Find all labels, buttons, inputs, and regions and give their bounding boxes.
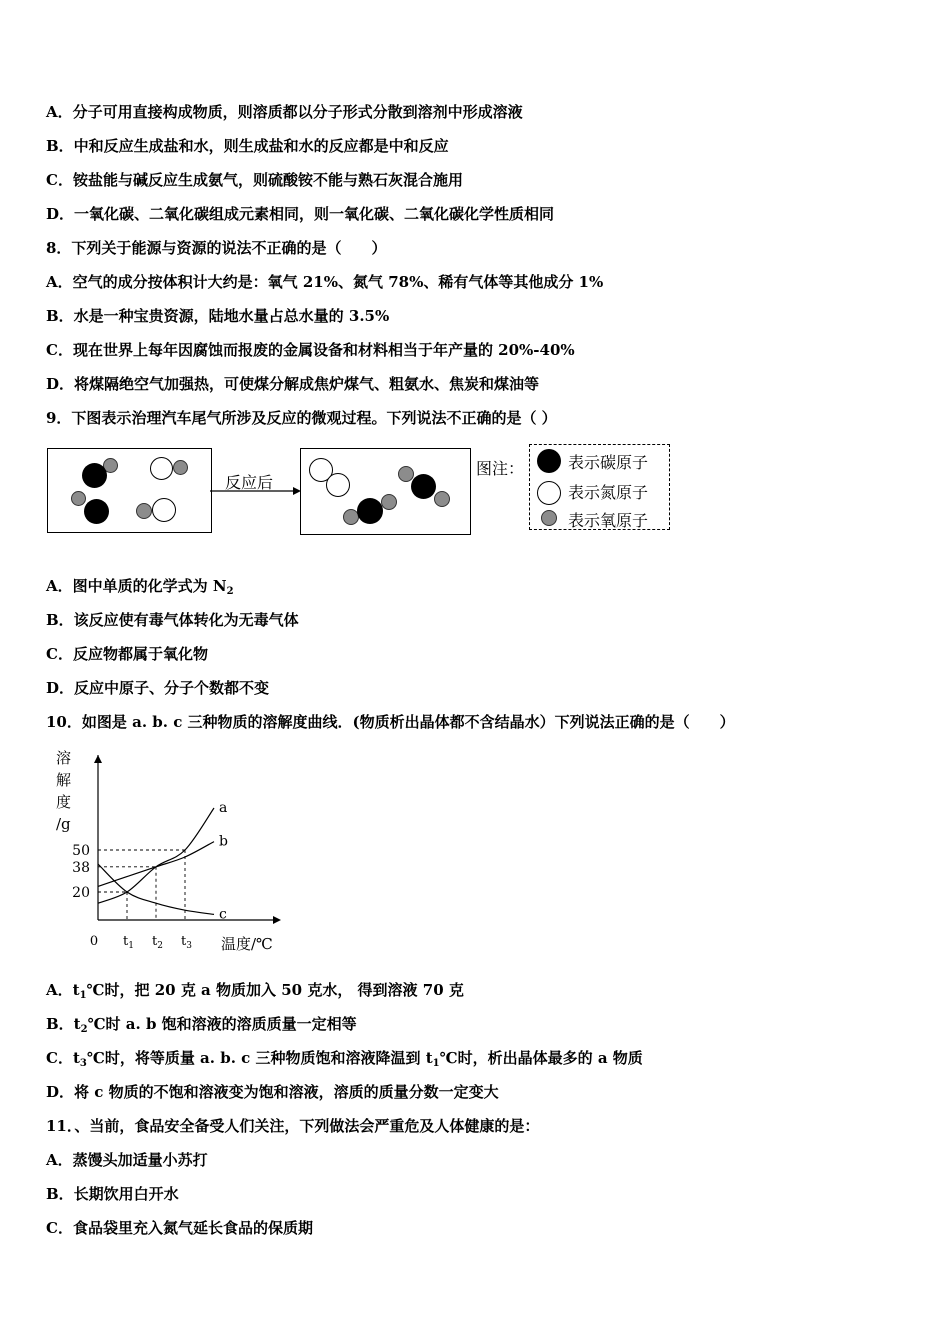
y-axis-label-char: 溶: [56, 749, 72, 767]
curve-label-a: a: [219, 800, 228, 816]
q7-option-b: B．中和反应生成盐和水，则生成盐和水的反应都是中和反应: [46, 137, 449, 155]
q9-option-d: D．反应中原子、分子个数都不变: [46, 679, 270, 697]
q7-option-a: A．分子可用直接构成物质，则溶质都以分子形式分散到溶剂中形成溶液: [46, 103, 523, 121]
oxygen-atom: [434, 491, 450, 507]
legend-nitrogen-label: 表示氮原子: [568, 483, 649, 502]
y-tick-label: 38: [72, 859, 90, 876]
x-tick-label: $t_1$: [123, 934, 134, 951]
nitrogen-atom: [150, 457, 173, 480]
q8-option-c: C．现在世界上每年因腐蚀而报废的金属设备和材料相当于年产量的 20%-40%: [46, 341, 575, 359]
legend-box: [529, 444, 670, 530]
carbon-atom: [357, 498, 383, 524]
x-axis-title: 温度/℃: [221, 935, 273, 953]
legend-oxygen-label: 表示氧原子: [568, 511, 649, 530]
nitrogen-atom-legend: [537, 481, 561, 505]
q10-stem: 10．如图是 a. b. c 三种物质的溶解度曲线．(物质析出晶体都不含结晶水）下列说法正确的是（ ）: [46, 713, 735, 731]
carbon-atom: [84, 499, 109, 524]
arrow-label: 反应后: [225, 473, 274, 492]
carbon-atom: [411, 474, 436, 499]
curve-label-b: b: [219, 833, 228, 850]
x-tick-label: $t_2$: [152, 934, 163, 951]
q9-option-c: C．反应物都属于氧化物: [46, 645, 208, 663]
nitrogen-atom: [152, 498, 176, 522]
q11-option-a: A．蒸馒头加适量小苏打: [46, 1151, 208, 1169]
q8-option-a: A．空气的成分按体积计大约是：氧气 21%、氮气 78%、稀有气体等其他成分 1%: [46, 273, 604, 291]
q9-stem: 9．下图表示治理汽车尾气所涉及反应的微观过程。下列说法不正确的是（ ）: [46, 409, 557, 427]
origin-label: 0: [89, 934, 99, 949]
q11-stem: 11．、当前，食品安全备受人们关注，下列做法会严重危及人体健康的是：: [46, 1117, 540, 1135]
q7-option-c: C．铵盐能与碱反应生成氨气，则硫酸铵不能与熟石灰混合施用: [46, 171, 463, 189]
reaction-arrow: [210, 484, 302, 498]
q9-option-a: A．图中单质的化学式为 $N_2$: [46, 577, 234, 597]
curve-a: [98, 808, 214, 903]
q8-stem: 8．下列关于能源与资源的说法不正确的是（ ）: [46, 239, 387, 257]
y-axis-label-char: /g: [56, 815, 71, 833]
y-tick-label: 20: [72, 885, 90, 901]
reactants-box: [47, 448, 212, 533]
q10-option-d: D．将 c 物质的不饱和溶液变为饱和溶液，溶质的质量分数一定变大: [46, 1083, 499, 1101]
oxygen-atom: [136, 503, 152, 519]
q8-option-d: D．将煤隔绝空气加强热，可使煤分解成焦炉煤气、粗氨水、焦炭和煤油等: [46, 375, 540, 393]
oxygen-atom: [381, 494, 397, 510]
oxygen-atom-legend: [541, 510, 557, 526]
q11-option-c: C．食品袋里充入氮气延长食品的保质期: [46, 1219, 313, 1237]
legend-title: 图注：: [476, 459, 525, 478]
q9-option-b: B．该反应使有毒气体转化为无毒气体: [46, 611, 299, 629]
x-tick-label: $t_3$: [181, 934, 192, 951]
q11-option-b: B．长期饮用白开水: [46, 1185, 179, 1203]
y-tick-label: 50: [72, 843, 90, 859]
carbon-atom: [82, 463, 107, 488]
oxygen-atom: [173, 460, 188, 475]
q8-option-b: B．水是一种宝贵资源，陆地水量占总水量的 3.5%: [46, 307, 390, 325]
oxygen-atom: [71, 491, 86, 506]
y-axis-arrow: [94, 755, 102, 763]
curve-c: [98, 864, 214, 914]
q7-option-d: D．一氧化碳、二氧化碳组成元素相同，则一氧化碳、二氧化碳化学性质相同: [46, 205, 555, 223]
y-axis-label-char: 度: [56, 793, 72, 811]
y-axis-label-char: 解: [56, 771, 72, 789]
products-box: [300, 448, 471, 535]
carbon-atom-legend: [537, 449, 561, 473]
solubility-chart: [40, 745, 290, 955]
legend-carbon-label: 表示碳原子: [568, 453, 649, 472]
nitrogen-atom: [326, 473, 350, 497]
q10-option-b: B．$t_2℃$时 a. b 饱和溶液的溶质质量一定相等: [46, 1015, 357, 1035]
q10-option-c: C．$t_3℃$时，将等质量 a. b. c 三种物质饱和溶液降温到 $t_1℃$时，析出晶体最多的 a 物质: [46, 1049, 643, 1069]
q10-option-a: A．$t_1℃$时，把 20 克 a 物质加入 50 克水， 得到溶液 70 克: [46, 981, 464, 1001]
x-axis-arrow: [273, 916, 281, 924]
curve-label-c: c: [219, 906, 227, 923]
